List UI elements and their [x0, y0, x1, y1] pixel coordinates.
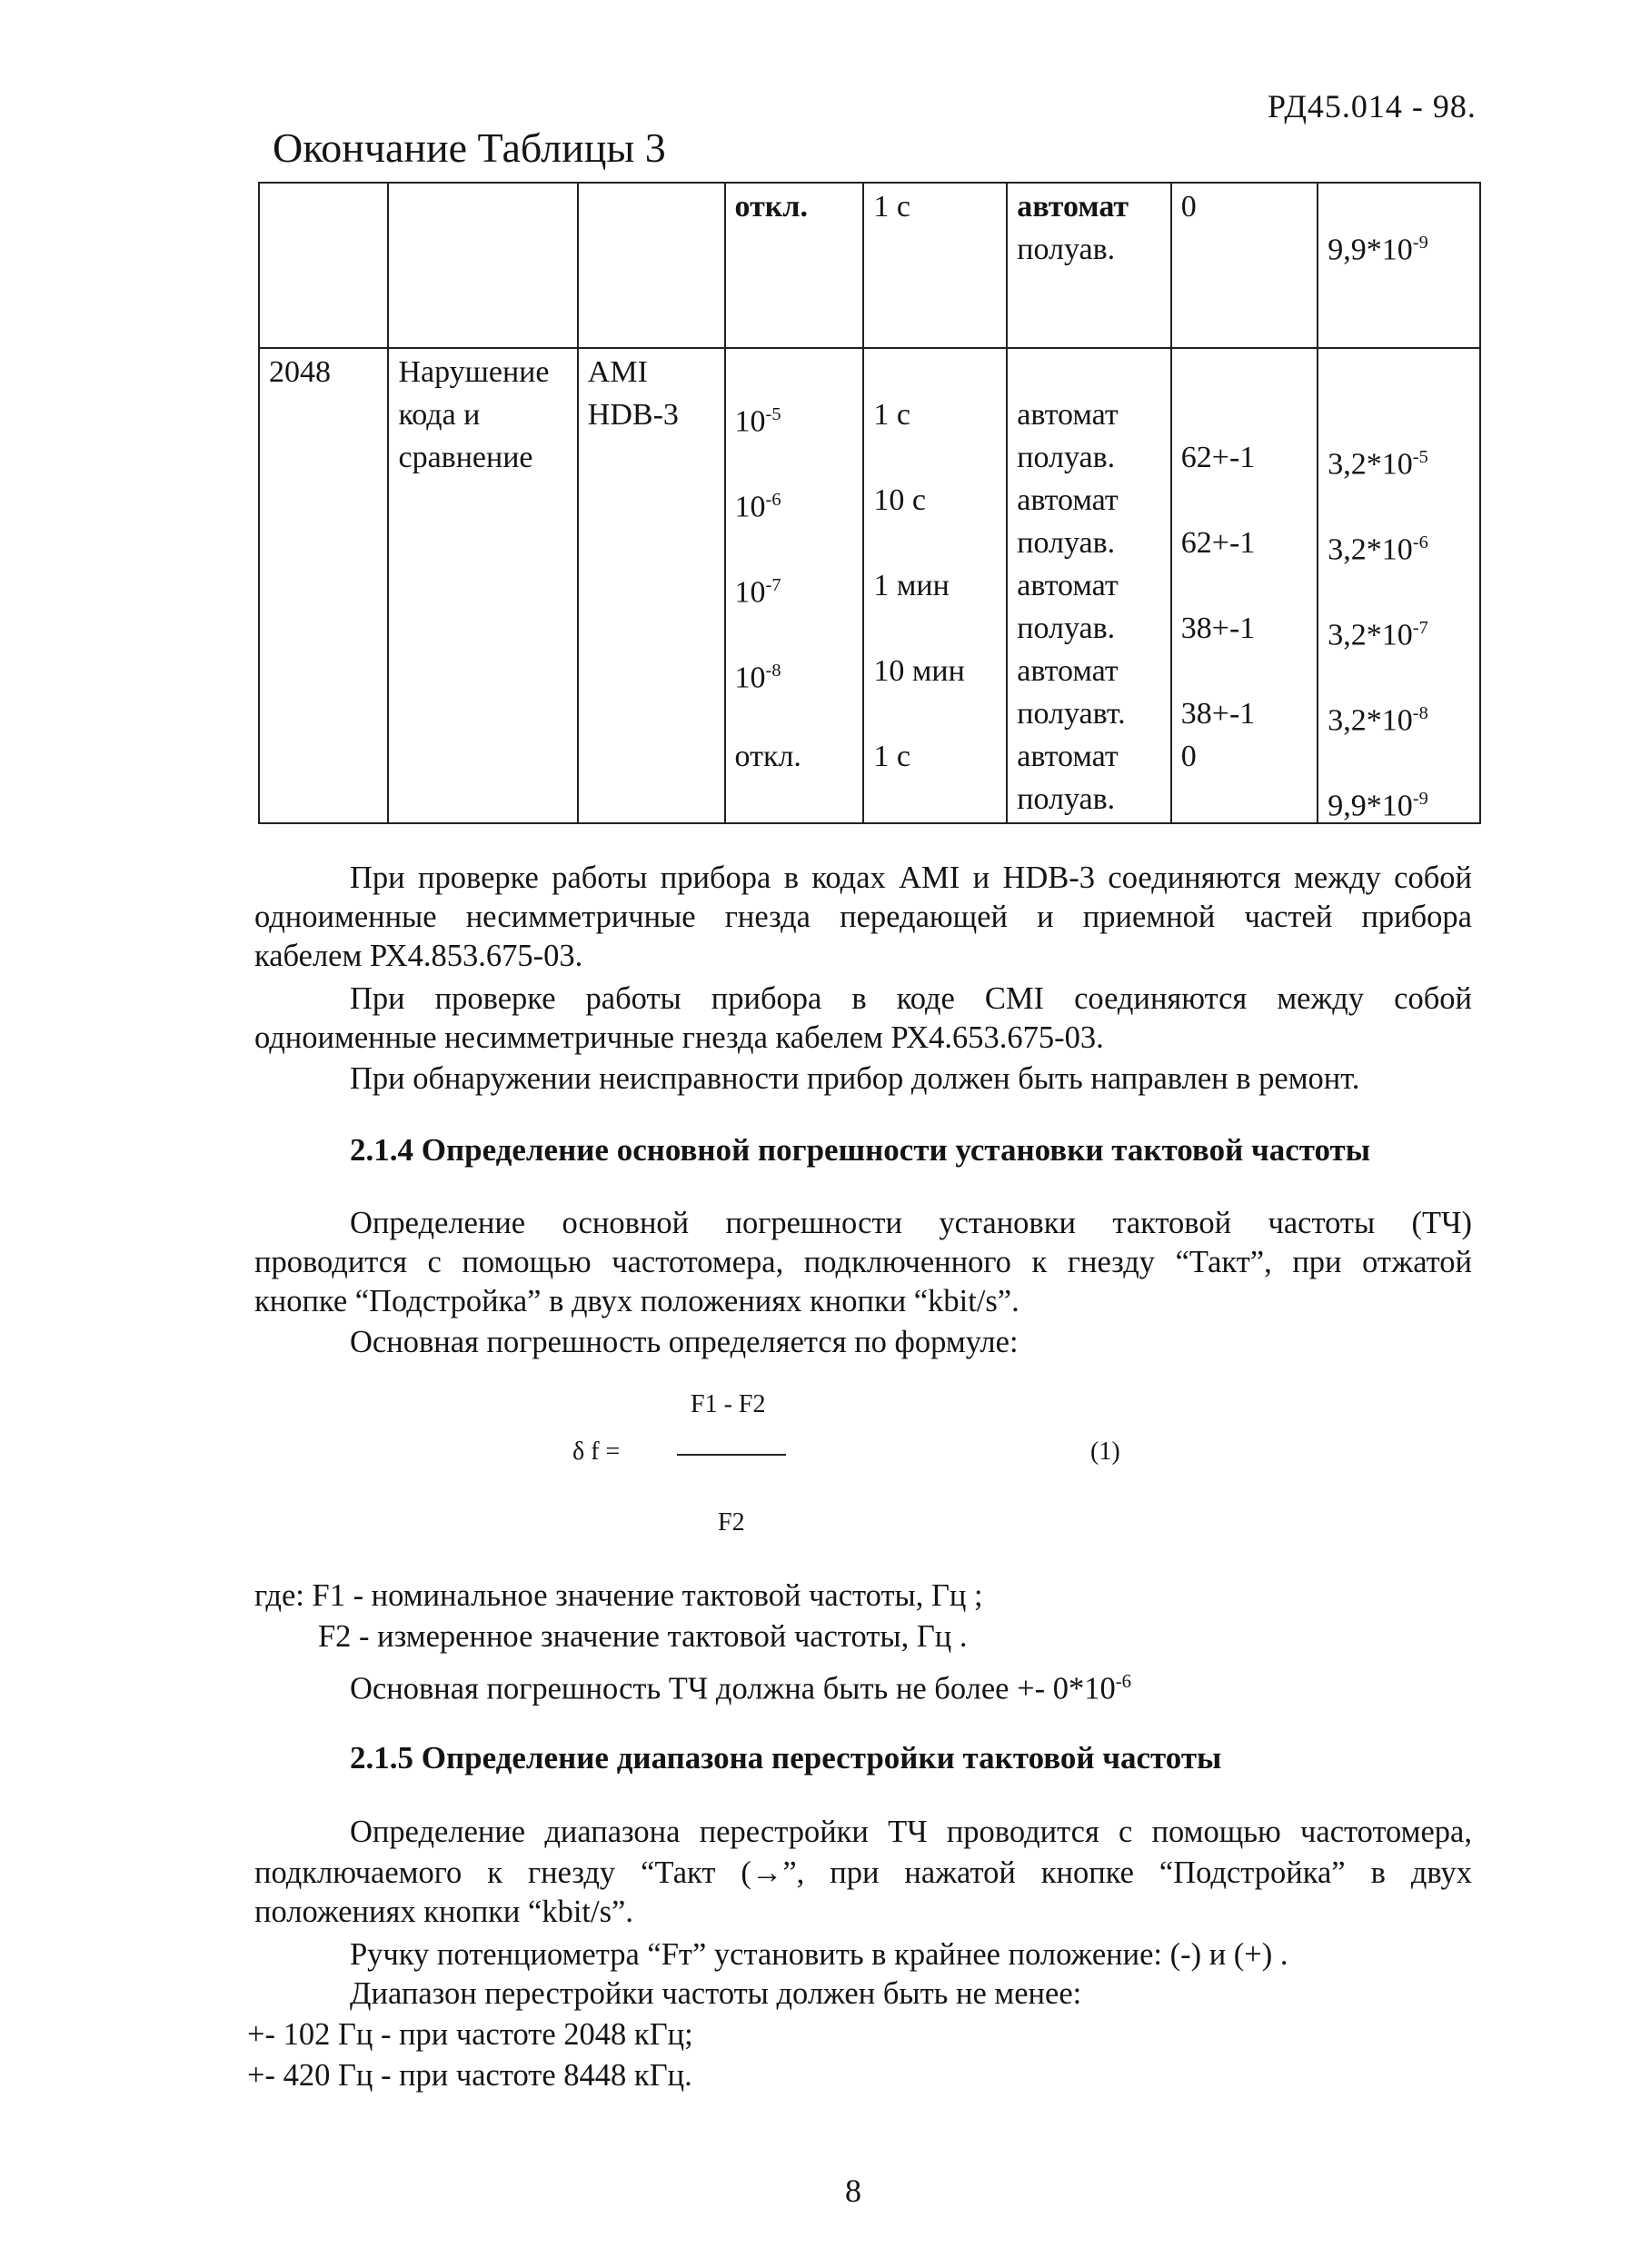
formula-reference: (1)	[1090, 1437, 1120, 1466]
paragraph-line: Определение основной погрешности установки тактовой частоты (ТЧ)	[350, 1206, 1472, 1240]
document-code: РД45.014 - 98.	[1268, 88, 1477, 124]
mode-cell: автомат полуав.	[1007, 183, 1171, 348]
rate-cell: 2048	[259, 348, 388, 823]
list-item: +- 420 Гц - при частоте 8448 кГц.	[247, 2058, 692, 2093]
table-row	[259, 348, 1480, 823]
paragraph-line: одноименные несимметричные гнезда передающей и приемной частей прибора	[254, 900, 1472, 934]
paragraph-line: положениях кнопки “kbit/s”.	[254, 1895, 633, 1929]
paragraph-line: При обнаружении неисправности прибор должен быть направлен в ремонт.	[350, 1061, 1360, 1096]
paragraph-line: одноименные несимметричные гнезда кабелем РХ4.653.675-03.	[254, 1020, 1104, 1055]
code-cell	[578, 183, 725, 348]
time-cell: 1 с	[863, 183, 1007, 348]
value-cell: $3,2*10^{-5}$ $3,2*10^{-6}$ $3,2*10^{-7}$ $3,2*10^{-8}$ $9,9*10^{-9}$	[1318, 348, 1480, 823]
paragraph-line: Основная погрешность ТЧ должна быть не более +- $0*10^{-6}$	[350, 1671, 1131, 1706]
error-type-cell: Нарушение кода и сравнение	[388, 348, 577, 823]
threshold-cell: $10^{-5}$ $10^{-6}$ $10^{-7}$ $10^{-8}$ откл.	[725, 348, 864, 823]
mode-cell: автомат полуав. автомат полуав. автомат полуав. автомат полуавт. автомат полуав.	[1007, 348, 1171, 823]
paragraph-line: кнопке “Подстройка” в двух положениях кнопки “kbit/s”.	[254, 1284, 1019, 1318]
threshold-cell: откл.	[725, 183, 864, 348]
value-cell: $9,9*10^{-9}$	[1318, 183, 1480, 348]
rate-cell	[259, 183, 388, 348]
paragraph-line: Определение диапазона перестройки ТЧ проводится с помощью частотомера,	[350, 1815, 1472, 1849]
paragraph-line: проводится с помощью частотомера, подключенного к гнезду “Такт”, при отжатой	[254, 1245, 1472, 1279]
section-heading-2-1-4: 2.1.4 Определение основной погрешности установки тактовой частоты	[350, 1132, 1371, 1168]
paragraph-line: При проверке работы прибора в кодах AMI и HDB-3 соединяются между собой	[350, 860, 1472, 895]
formula-numerator: F1 - F2	[691, 1390, 766, 1418]
table-title: Окончание Таблицы 3	[273, 124, 666, 171]
page-number: 8	[845, 2173, 861, 2209]
count-cell: 62+-1 62+-1 38+-1 38+-1 0	[1171, 348, 1318, 823]
where-line: где: F1 - номинальное значение тактовой частоты, Гц ;	[254, 1578, 983, 1613]
paragraph-line: подключаемого к гнезду “Такт (→”, при нажатой кнопке “Подстройка” в двух	[254, 1855, 1472, 1890]
time-cell: 1 с 10 с 1 мин 10 мин 1 с	[863, 348, 1007, 823]
table-3-end	[258, 182, 1481, 824]
fraction-bar	[677, 1454, 786, 1456]
code-cell: AMI HDB-3	[578, 348, 725, 823]
paragraph-line: Диапазон перестройки частоты должен быть не менее:	[350, 1976, 1082, 2011]
formula-lhs: δ f =	[572, 1437, 621, 1466]
count-cell: 0	[1171, 183, 1318, 348]
paragraph-line: Основная погрешность определяется по формуле:	[350, 1325, 1019, 1359]
where-line: F2 - измеренное значение тактовой частоты, Гц .	[318, 1619, 968, 1654]
paragraph-line: кабелем РХ4.853.675-03.	[254, 939, 583, 973]
paragraph-line: Ручку потенциометра “Fт” установить в крайнее положение: (-) и (+) .	[350, 1937, 1288, 1972]
list-item: +- 102 Гц - при частоте 2048 кГц;	[247, 2017, 693, 2052]
paragraph-line: При проверке работы прибора в коде CMI соединяются между собой	[350, 981, 1472, 1016]
formula-denominator: F2	[718, 1508, 745, 1537]
table-row	[259, 183, 1480, 348]
error-type-cell	[388, 183, 577, 348]
section-heading-2-1-5: 2.1.5 Определение диапазона перестройки тактовой частоты	[350, 1740, 1222, 1776]
